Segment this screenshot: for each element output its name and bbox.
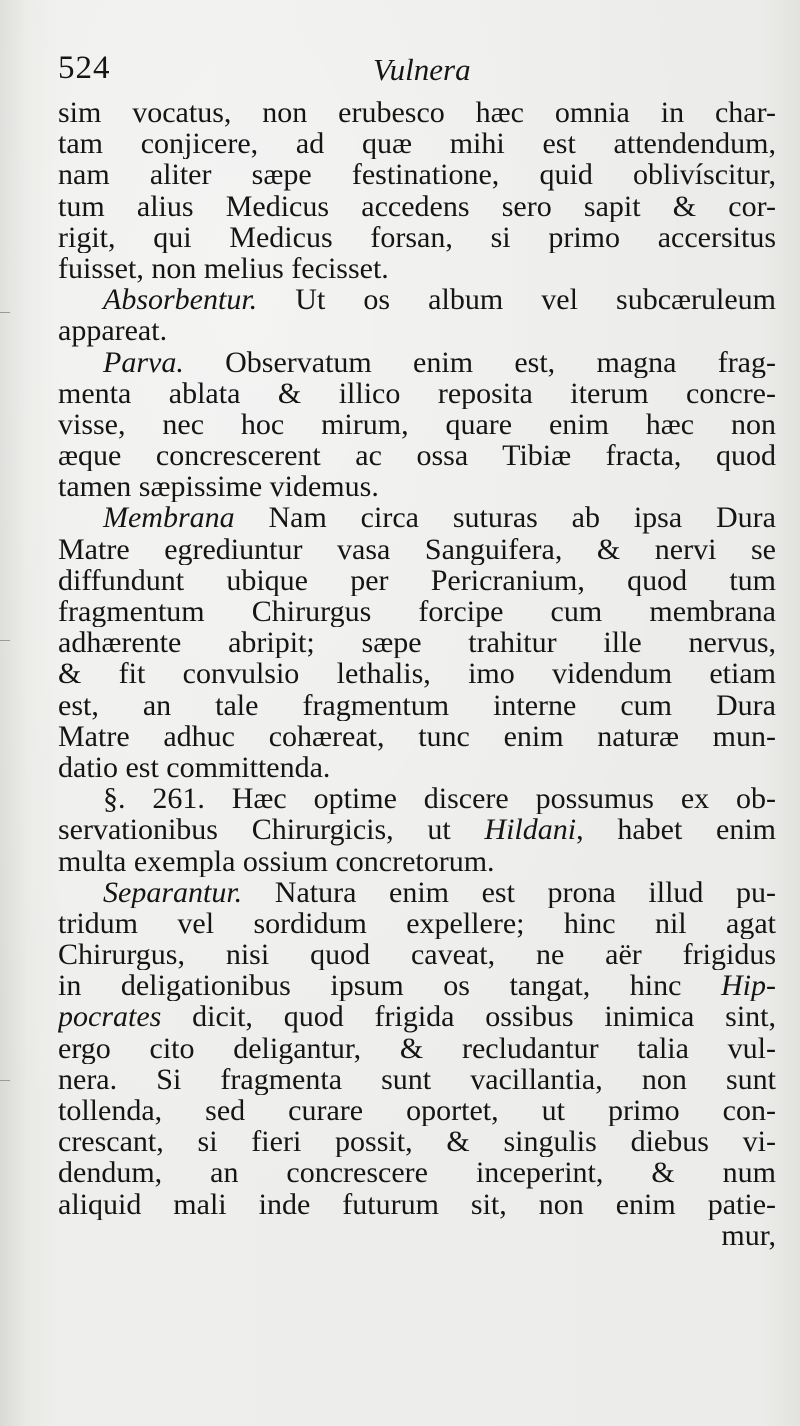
body-text [58, 97, 776, 1251]
text-line: æque concrescerent ac ossa Tibiæ fracta, quod [58, 440, 776, 472]
text-line: in deligationibus ipsum os tangat, hinc Hip- [58, 970, 776, 1002]
lemma: Absorbentur. [103, 284, 258, 316]
text-line: tridum vel sordidum expellere; hinc nil agat [58, 907, 776, 940]
cited-author: pocrates [58, 1001, 162, 1033]
text-line: nam aliter sæpe festinatione, quid oblivíscitur, [58, 159, 776, 191]
text-line: fragmentum Chirurgus forcipe cum membrana [58, 596, 776, 628]
text-line: tum alius Medicus accedens sero sapit & cor- [58, 190, 776, 222]
text-line: Separantur. Natura enim est prona illud pu- [103, 876, 776, 908]
text-line: §. 261. Hæc optime discere possumus ex ob- [103, 783, 776, 815]
text-line: ergo cito deligantur, & recludantur talia vul- [58, 1032, 776, 1064]
text-line: crescant, si fieri possit, & singulis diebus vi- [58, 1126, 776, 1158]
text-line: Chirurgus, nisi quod caveat, ne aër frigidus [58, 939, 776, 971]
text-line: Matre adhuc cohæreat, tunc enim naturæ mun- [58, 720, 776, 752]
text-line: rigit, qui Medicus forsan, si primo accersitus [58, 221, 776, 253]
text-line: est, an tale fragmentum interne cum Dura [58, 689, 776, 721]
text-line: visse, nec hoc mirum, quare enim hæc non [58, 408, 776, 441]
lemma: Separantur. [103, 876, 243, 908]
lemma: Membrana [103, 502, 235, 534]
lemma: Parva. [103, 346, 184, 378]
margin-mark [0, 312, 10, 313]
text-line: Matre egrediuntur vasa Sanguifera, & nervi se [58, 533, 776, 565]
text-line: dendum, an concrescere inceperint, & num [58, 1157, 776, 1189]
margin-mark [0, 640, 10, 641]
text-line: diffundunt ubique per Pericranium, quod tum [58, 564, 776, 596]
cited-author: Hip- [721, 970, 776, 1002]
page-header [58, 50, 773, 94]
text-line: sim vocatus, non erubesco hæc omnia in char- [58, 97, 776, 129]
margin-mark [0, 1080, 10, 1081]
text-line: Parva. Observatum enim est, magna frag- [103, 346, 776, 378]
text-line: nera. Si fragmenta sunt vacillantia, non sunt [58, 1063, 776, 1095]
text-line: tamen sæpissime videmus. [58, 471, 379, 503]
text-line: Membrana Nam circa suturas ab ipsa Dura [103, 502, 776, 534]
text-line: fuisset, non melius fecisset. [58, 252, 389, 285]
text-line: appareat. [58, 315, 168, 347]
text-line: multa exempla ossium concretorum. [58, 845, 495, 877]
cited-author: Hildani [484, 814, 577, 846]
text-line: datio est committenda. [58, 751, 331, 784]
text-line: pocrates dicit, quod frigida ossibus inimica sint, [58, 1001, 776, 1033]
text-line: menta ablata & illico reposita iterum concre- [58, 377, 776, 409]
text-line: tollenda, sed curare oportet, ut primo con- [58, 1095, 776, 1127]
page-number: 524 [58, 50, 111, 86]
text-line: tam conjicere, ad quæ mihi est attendendum, [58, 128, 776, 160]
text-line: adhærente abripit; sæpe trahitur ille nervus, [58, 627, 776, 659]
text-line: servationibus Chirurgicis, ut Hildani, habet enim [58, 814, 776, 846]
text-line: aliquid mali inde futurum sit, non enim patie- [58, 1188, 776, 1220]
text-line: mur, [721, 1219, 776, 1251]
text-line: & fit convulsio lethalis, imo videndum etiam [58, 658, 776, 690]
text-line: Absorbentur. Ut os album vel subcæruleum [103, 284, 776, 316]
running-head: Vulnera [373, 52, 471, 87]
